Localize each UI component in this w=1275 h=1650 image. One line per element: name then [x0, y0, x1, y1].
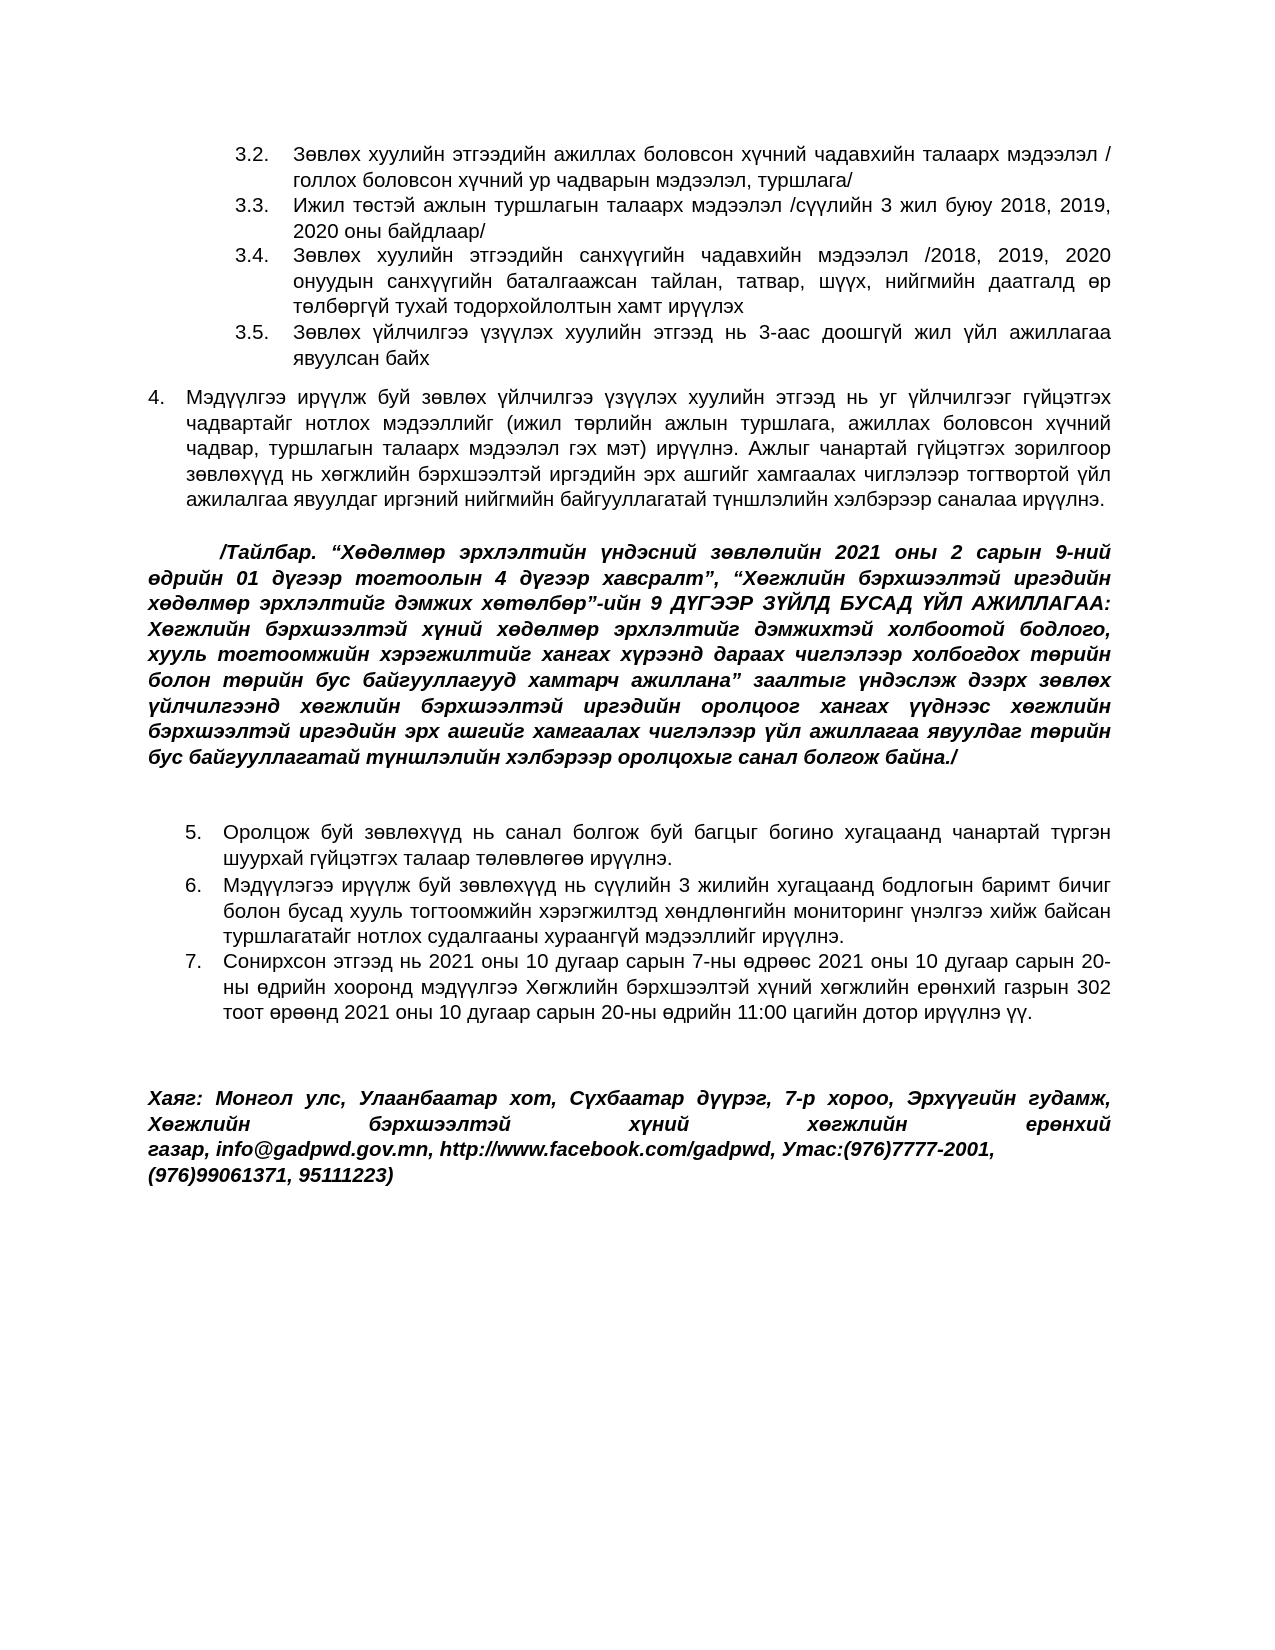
item-text: Мэдүүлгээ ирүүлж буй зөвлөх үйлчилгээ үзүүлэх хуулийн этгээд нь уг үйлчилгээг гүйцэтгэх чадвартайг нотлох мэдээллийг (ижил төрлийн ажлын туршлага, ажиллах боловсон хүчний чадвар, туршлагын талаарх мэдээлэл гэх мэт) ирүүлнэ. Ажлыг чанартай гүйцэтгэх зорилгоор зөвлөхүүд нь хөгжлийн бэрхшээлтэй иргэдийн эрх ашгийг хамгаалах чиглэлээр тогтвортой үйл ажилалгаа явуулдаг иргэний нийгмийн байгууллагатай түншлэлийн хэлбэрээр саналаа ирүүлнэ.	[186, 386, 1111, 511]
item-text: Зөвлөх үйлчилгээ үзүүлэх хуулийн этгээд нь 3-аас доошгүй жил үйл ажиллагаа явуулсан байх	[293, 321, 1111, 370]
item-number: 3.3.	[235, 194, 270, 217]
item-text: Зөвлөх хуулийн этгээдийн санхүүгийн чадавхийн мэдээлэл /2018, 2019, 2020 онуудын санхүүгийн баталгаажсан тайлан, татвар, шүүх, нийгмийн даатгалд өр төлбөргүй тухай тодорхойлолтын хамт ирүүлэх	[293, 244, 1111, 318]
item-number: 7.	[185, 950, 203, 973]
item-text: Ижил төстэй ажлын туршлагын талаарх мэдээлэл /сүүлийн 3 жил буюу 2018, 2019, 2020 оны байдлаар/	[293, 194, 1111, 243]
item-number: 4.	[148, 386, 166, 409]
item-text: Сонирхсон этгээд нь 2021 оны 10 дугаар сарын 7-ны өдрөөс 2021 оны 10 дугаар сарын 20-ны өдрийн хооронд мэдүүлгээ Хөгжлийн бэрхшээлтэй хүний хөгжлийн ерөнхий газрын 302 тоот өрөөнд 2021 оны 10 дугаар сарын 20-ны өдрийн 11:00 цагийн дотор ирүүлнэ үү.	[223, 950, 1111, 1024]
item-text: Зөвлөх хуулийн этгээдийн ажиллах боловсон хүчний чадавхийн талаарх мэдээлэл /голлох боловсон хүчний ур чадварын мэдээлэл, туршлага/	[293, 143, 1111, 192]
item-text: Оролцож буй зөвлөхүүд нь санал болгож буй багцыг богино хугацаанд чанартай түргэн шуурхай гүйцэтгэх талаар төлөвлөгөө ирүүлнэ.	[223, 821, 1111, 870]
item-number: 5.	[185, 821, 203, 844]
item-text: Мэдүүлэгээ ирүүлж буй зөвлөхүүд нь сүүлийн 3 жилийн хугацаанд бодлогын баримт бичиг болон бусад хууль тогтоомжийн хэрэгжилтэд хөндлөнгийн мониторинг үнэлгээ хийж байсан туршлагатайг нотлох судалгааны хураангүй мэдээллийг ирүүлнэ.	[223, 874, 1111, 948]
address-line-1: Хаяг: Монгол улс, Улаанбаатар хот, Сүхбаатар дүүрэг, 7-р хороо, Эрхүүгийн гудамж, Хөгжлийн бэрхшээлтэй хүний хөгжлийн ерөнхий	[148, 1087, 1111, 1136]
item-number: 3.5.	[235, 321, 270, 344]
item-number: 3.2.	[235, 143, 270, 166]
contact-address	[148, 1086, 1111, 1188]
address-line-3: (976)99061371, 95111223)	[148, 1163, 394, 1187]
explanation-note: /Тайлбар. “Хөдөлмөр эрхлэлтийн үндэсний зөвлөлийн 2021 оны 2 сарын 9-ний өдрийн 01 дүгээр тогтоолын 4 дүгээр хавсралт”, “Хөгжлийн бэрхшээлтэй иргэдийн хөдөлмөр эрхлэлтийг дэмжих хөтөлбөр”-ийн 9 ДҮГЭЭР ЗҮЙЛД БУСАД ҮЙЛ АЖИЛЛАГАА: Хөгжлийн бэрхшээлтэй хүний хөдөлмөр эрхлэлтийг дэмжихтэй холбоотой бодлого, хууль тогтоомжийн хэрэгжилтийг хангах хүрээнд дараах чиглэлээр холбогдох төрийн болон төрийн бус байгууллагууд хамтарч ажиллана” заалтыг үндэслэж дээрх зөвлөх үйлчилгээнд хөгжлийн бэрхшээлтэй иргэдийн оролцоог хангах үүднээс хөгжлийн бэрхшээлтэй иргэдийн эрх ашгийг хамгаалах чиглэлээр үйл ажиллагаа явуулдаг төрийн бус байгууллагатай түншлэлийн хэлбэрээр оролцохыг санал болгож байна./	[148, 541, 1111, 769]
item-number: 6.	[185, 874, 203, 897]
address-line-2: газар, info@gadpwd.gov.mn, http://www.facebook.com/gadpwd, Утас:(976)7777-2001,	[148, 1138, 996, 1161]
item-number: 3.4.	[235, 244, 270, 267]
